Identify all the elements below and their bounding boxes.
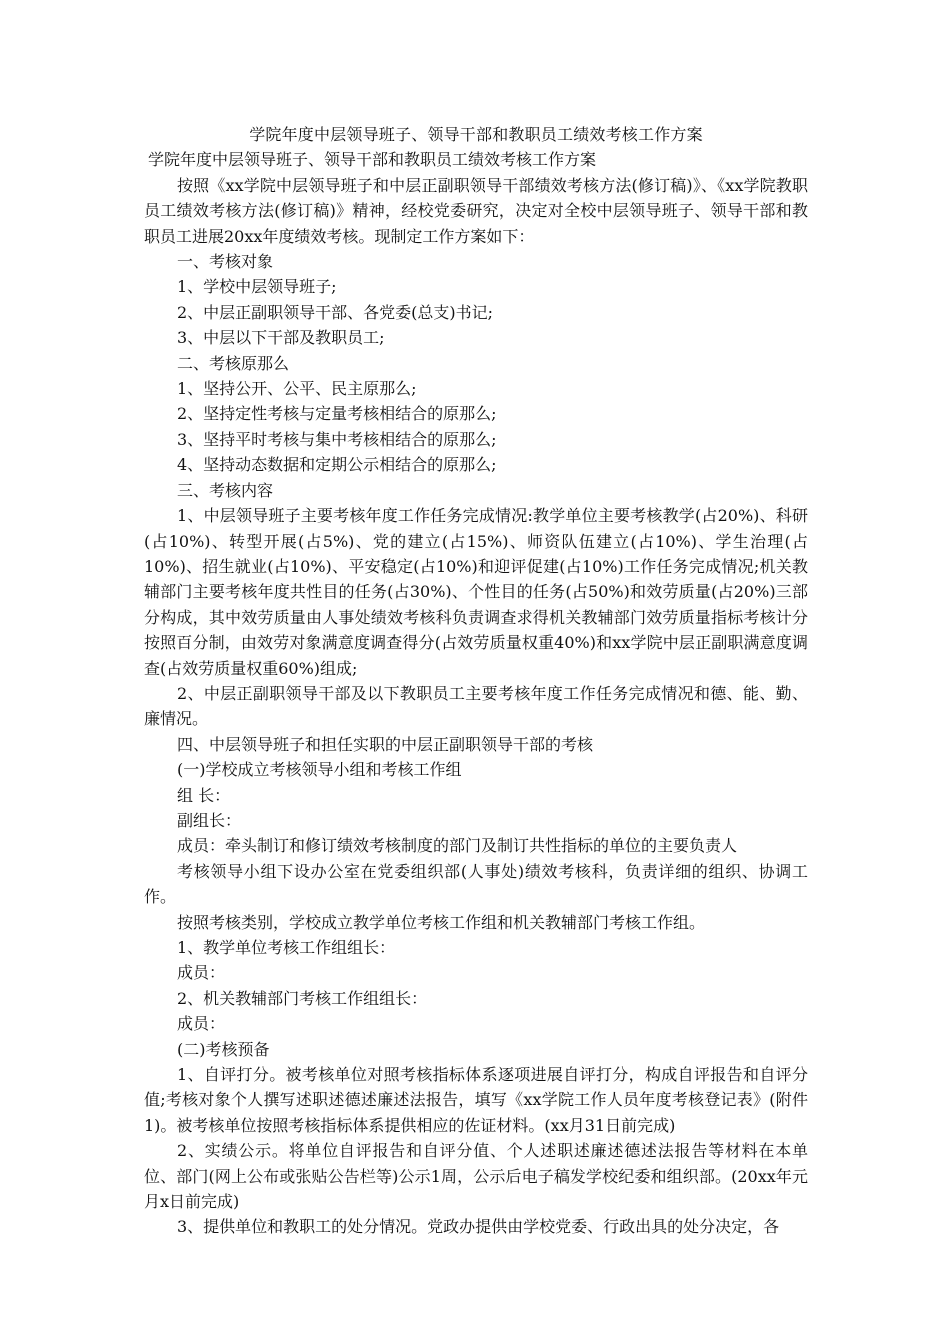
- paragraph: 1、学校中层领导班子;: [177, 277, 337, 297]
- paragraph: 1、教学单位考核工作组组长：: [177, 938, 396, 957]
- paragraph: 成员：: [177, 963, 226, 983]
- paragraph: 1、中层领导班子主要考核年度工作任务完成情况:教学单位主要考核教学(占20%)、科研(占10%)、转型开展(占5%)、党的建立(占15%)、师资队伍建立(占10%)、学生治理(占10%)、招生就业(占10%)、平安稳定(占10%)和迎评促建(占10%)工作任务完成情况;机关教辅部门主要考核年度共性目的任务(占30%)、个性目的任务(占50%)和效劳质量(占20%)三部分构成，其中效劳质量由人事处绩效考核科负责调查求得机关教辅部门效劳质量指标考核计分按照百分制，由效劳对象满意度调查得分(占效劳质量权重40%)和xx学院中层正副职满意度调查(占效劳质量权重60%)组成;: [144, 506, 808, 678]
- document-body: [144, 173, 808, 1240]
- paragraph: 2、机关教辅部门考核工作组组长：: [177, 988, 428, 1008]
- paragraph: 考核领导小组下设办公室在党委组织部(人事处)绩效考核科，负责详细的组织、协调工作。: [144, 861, 808, 907]
- paragraph: 1、坚持公开、公平、民主原那么;: [177, 379, 417, 399]
- paragraph: (一)学校成立考核领导小组和考核工作组: [177, 760, 462, 780]
- paragraph: 一、考核对象: [177, 252, 274, 272]
- paragraph: 2、中层正副职领导干部、各党委(总支)书记;: [177, 302, 494, 322]
- paragraph: 4、坚持动态数据和定期公示相结合的原那么;: [177, 455, 497, 475]
- paragraph: 成员：牵头制订和修订绩效考核制度的部门及制订共性指标的单位的主要负责人: [177, 836, 738, 856]
- paragraph: 2、中层正副职领导干部及以下教职员工主要考核年度工作任务完成情况和德、能、勤、廉情况。: [144, 683, 808, 729]
- paragraph: 1、自评打分。被考核单位对照考核指标体系逐项进展自评打分，构成自评报告和自评分值;考核对象个人撰写述职述德述廉述法报告，填写《xx学院工作人员年度考核登记表》(附件1)。被考核单位按照考核指标体系提供相应的佐证材料。(xx月31日前完成): [144, 1065, 808, 1135]
- paragraph: 3、坚持平时考核与集中考核相结合的原那么;: [177, 429, 497, 449]
- paragraph: 3、提供单位和教职工的处分情况。党政办提供由学校党委、行政出具的处分决定，各: [177, 1217, 780, 1237]
- paragraph: 三、考核内容: [177, 480, 274, 500]
- paragraph: 按照考核类别，学校成立教学单位考核工作组和机关教辅部门考核工作组。: [177, 912, 706, 932]
- paragraph: 3、中层以下干部及教职员工;: [177, 328, 385, 348]
- document-subtitle: 学院年度中层领导班子、领导干部和教职员工绩效考核工作方案: [148, 150, 597, 170]
- paragraph: 成员：: [177, 1014, 226, 1034]
- paragraph: 2、坚持定性考核与定量考核相结合的原那么;: [177, 404, 497, 424]
- paragraph: 组 长：: [177, 785, 231, 805]
- document-page: [144, 122, 808, 1240]
- document-title: 学院年度中层领导班子、领导干部和教职员工绩效考核工作方案: [249, 125, 703, 144]
- paragraph: 按照《xx学院中层领导班子和中层正副职领导干部绩效考核方法(修订稿)》、《xx学院教职员工绩效考核方法(修订稿)》精神，经校党委研究，决定对全校中层领导班子、领导干部和教职员工进展20xx年度绩效考核。现制定工作方案如下：: [144, 175, 808, 246]
- paragraph: 副组长：: [177, 810, 242, 830]
- paragraph: 2、实绩公示。将单位自评报告和自评分值、个人述职述廉述德述法报告等材料在本单位、部门(网上公布或张贴公告栏等)公示1周，公示后电子稿发学校纪委和组织部。(20xx年元月x日前完成): [144, 1141, 808, 1212]
- paragraph: 四、中层领导班子和担任实职的中层正副职领导干部的考核: [177, 734, 594, 754]
- paragraph: 二、考核原那么: [177, 353, 290, 373]
- paragraph: (二)考核预备: [177, 1039, 270, 1059]
